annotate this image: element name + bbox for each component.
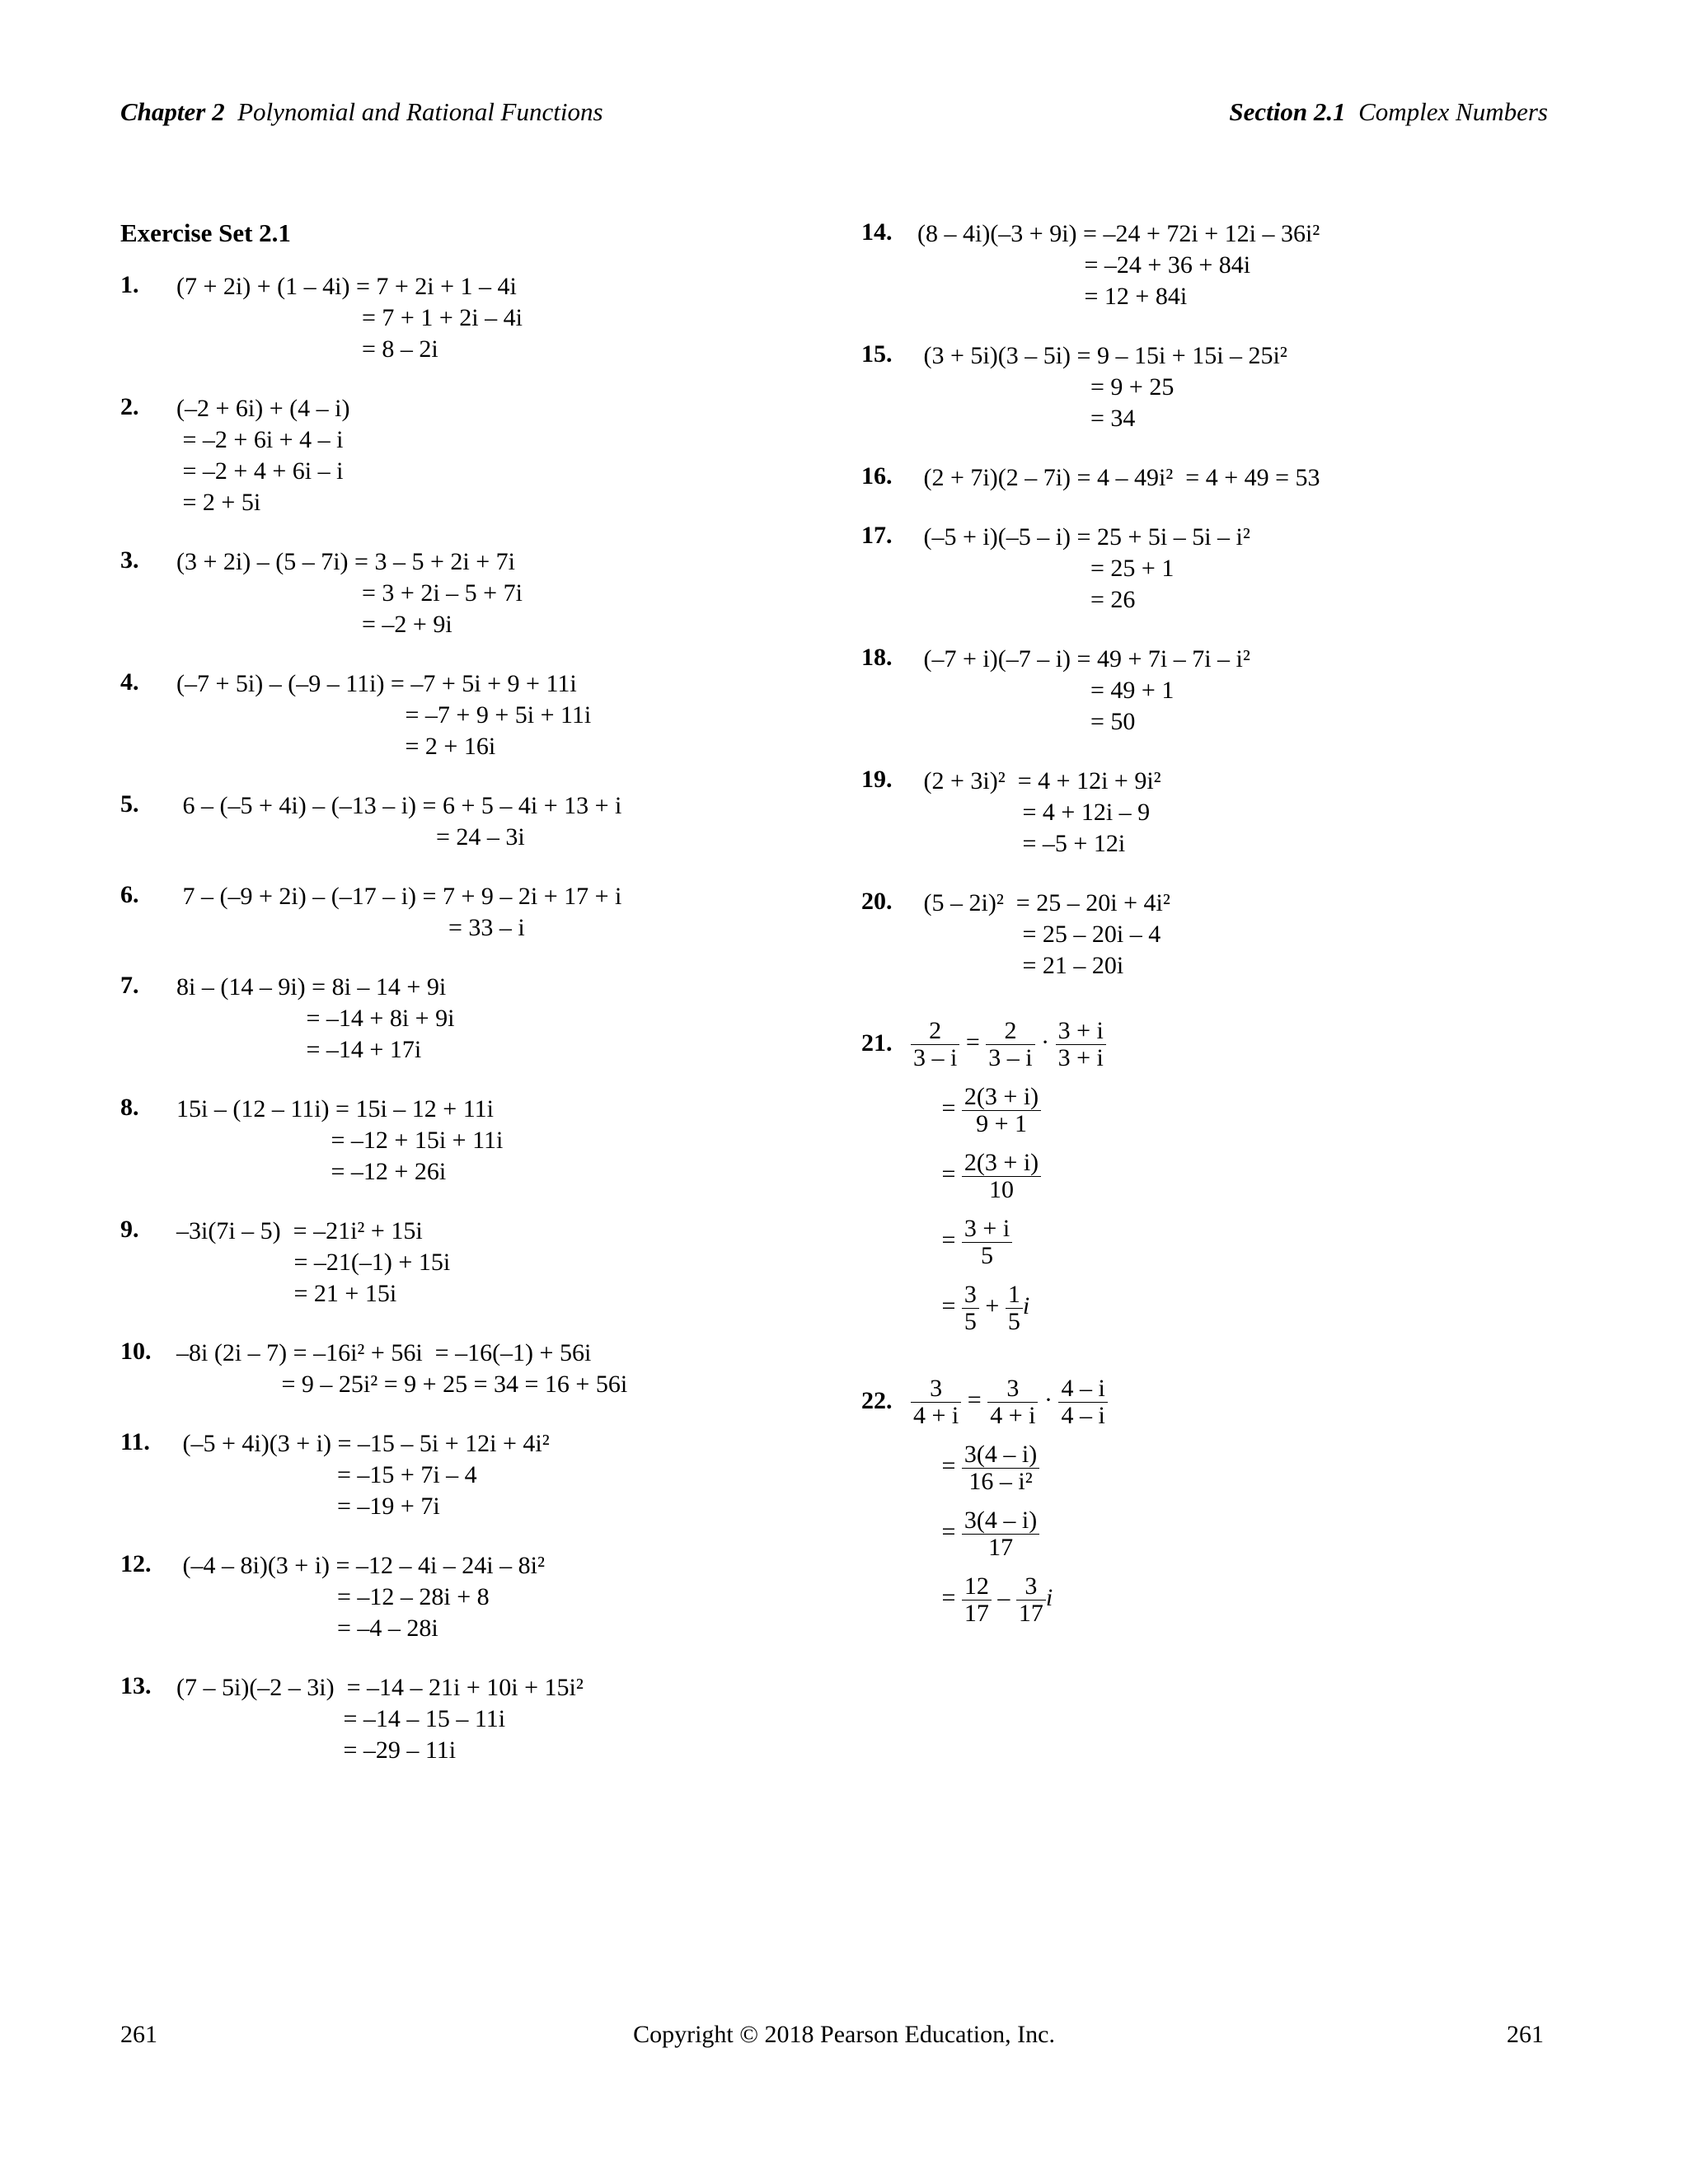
equation-line: = 9 + 25: [917, 373, 1175, 401]
denominator: 3 – i: [988, 1043, 1033, 1071]
exercise-7: [120, 972, 846, 1066]
equation-line: = 2 + 5i: [176, 489, 261, 516]
right-column: [861, 218, 1570, 1659]
equation-line: = 26: [917, 586, 1136, 613]
equation-line: = –24 + 36 + 84i: [917, 251, 1251, 279]
ex21-line-3: = $\frac{2(3 + i)}{10}$: [911, 1141, 1570, 1207]
numerator: 3: [1016, 1573, 1046, 1601]
denominator: 10: [989, 1175, 1015, 1203]
exercise-20: [861, 888, 1570, 982]
equation-line: (7 – 5i)(–2 – 3i) = –14 – 21i + 10i + 15i²: [176, 1674, 584, 1701]
chapter-title: Polynomial and Rational Functions: [237, 97, 603, 126]
numerator: 4 – i: [1058, 1376, 1107, 1403]
exercise-18: [861, 644, 1570, 738]
equation-line: 8i – (14 – 9i) = 8i – 14 + 9i: [176, 973, 447, 1001]
equation-line: = 49 + 1: [917, 677, 1175, 704]
exercise-10: [120, 1338, 846, 1400]
section-label: Section 2.1: [1229, 97, 1346, 126]
denominator: 5: [981, 1241, 994, 1269]
exercise-number: 7.: [120, 972, 139, 999]
equation-line: = 9 – 25i² = 9 + 25 = 34 = 16 + 56i: [176, 1371, 628, 1398]
fraction: [987, 1376, 1038, 1429]
exercise-number: 11.: [120, 1428, 150, 1455]
exercise-number: 14.: [861, 218, 893, 246]
fraction: [986, 1018, 1034, 1071]
equation-line: = 34: [917, 405, 1136, 432]
numerator: 3: [911, 1376, 961, 1403]
exercise-number: 8.: [120, 1094, 139, 1121]
equation-line: = –5 + 12i: [917, 830, 1126, 857]
denominator: 5: [964, 1307, 977, 1335]
equation-line: 6 – (–5 + 4i) – (–13 – i) = 6 + 5 – 4i + 13 + i: [176, 792, 622, 819]
equation-line: (–7 + i)(–7 – i) = 49 + 7i – 7i – i²: [917, 645, 1250, 673]
exercise-number: 15.: [861, 340, 893, 368]
equation-line: (–7 + 5i) – (–9 – 11i) = –7 + 5i + 9 + 11i: [176, 670, 577, 697]
equation-line: = 7 + 1 + 2i – 4i: [176, 304, 523, 331]
section-title: Complex Numbers: [1358, 97, 1548, 126]
exercise-number: 16.: [861, 462, 893, 490]
fraction: [1058, 1376, 1107, 1429]
equation-line: (–4 – 8i)(3 + i) = –12 – 4i – 24i – 8i²: [176, 1552, 545, 1579]
equation-line: = 8 – 2i: [176, 335, 438, 363]
equation-line: = –4 – 28i: [176, 1615, 438, 1642]
ex22-line-4: = $\frac{12}{17}$ – $\frac{3}{17}$ i: [911, 1572, 1053, 1627]
exercise-17: [861, 522, 1570, 616]
fraction: [911, 1376, 961, 1429]
denominator: 17: [964, 1599, 989, 1627]
exercise-number: 22.: [861, 1387, 893, 1414]
equation-line: (2 + 7i)(2 – 7i) = 4 – 49i² = 4 + 49 = 53: [917, 464, 1320, 491]
equation-line: = 12 + 84i: [917, 283, 1188, 310]
exercise-11: [120, 1428, 846, 1522]
equation-line: (–5 + i)(–5 – i) = 25 + 5i – 5i – i²: [917, 523, 1250, 551]
equation-line: (8 – 4i)(–3 + 9i) = –24 + 72i + 12i – 36i²: [917, 220, 1320, 247]
exercise-number: 2.: [120, 393, 139, 420]
equation-line: = –14 + 17i: [176, 1036, 422, 1063]
exercise-21: [861, 1010, 1570, 1339]
numerator: 12: [962, 1573, 992, 1601]
exercise-number: 5.: [120, 790, 139, 818]
ex22-line-2: = $\frac{3(4 - i)}{\text{16 – i²}}$: [911, 1433, 1570, 1499]
fraction: [962, 1282, 979, 1335]
exercise-3: [120, 546, 846, 640]
equation-line: = 2 + 16i: [176, 733, 496, 760]
equation-line: = –2 + 6i + 4 – i: [176, 426, 344, 453]
equation-line: = –12 + 26i: [176, 1158, 447, 1185]
numerator: 3(4 – i): [962, 1507, 1039, 1535]
exercise-6: [120, 881, 846, 944]
exercise-8: [120, 1094, 846, 1188]
equation-line: = 24 – 3i: [176, 823, 525, 851]
fraction: [1056, 1018, 1106, 1071]
equation-line: = –29 – 11i: [176, 1736, 457, 1764]
exercise-number: 4.: [120, 668, 139, 696]
numerator: 3: [962, 1282, 979, 1309]
equation-line: = 3 + 2i – 5 + 7i: [176, 579, 523, 607]
fraction: [962, 1507, 1039, 1561]
exercise-number: 18.: [861, 644, 893, 671]
exercise-9: [120, 1216, 846, 1310]
chapter-header: [120, 97, 603, 127]
exercise-number: 17.: [861, 522, 893, 549]
exercise-22: [861, 1367, 1570, 1631]
exercise-15: [861, 340, 1570, 434]
numerator: 2(3 + i): [962, 1150, 1041, 1177]
equation-line: = 21 + 15i: [176, 1280, 397, 1307]
exercise-14: [861, 218, 1570, 312]
fraction: [962, 1084, 1041, 1137]
fraction: [911, 1018, 959, 1071]
equation-line: = –15 + 7i – 4: [176, 1461, 477, 1488]
exercise-4: [120, 668, 846, 762]
equation-line: = 33 – i: [176, 914, 525, 941]
numerator: 2(3 + i): [962, 1084, 1041, 1111]
equation-line: (5 – 2i)² = 25 – 20i + 4i²: [917, 889, 1170, 916]
fraction: [962, 1150, 1041, 1203]
exercise-19: [861, 766, 1570, 860]
equation-line: –3i(7i – 5) = –21i² + 15i: [176, 1217, 423, 1244]
page-number-left: 261: [120, 2021, 157, 2048]
equation-line: (–2 + 6i) + (4 – i): [176, 395, 350, 422]
fraction: [962, 1441, 1039, 1495]
denominator: 3 + i: [1057, 1043, 1104, 1071]
exercise-16: [861, 462, 1570, 494]
exercise-5: [120, 790, 846, 853]
chapter-label: Chapter 2: [120, 97, 225, 126]
left-column: [120, 218, 846, 1794]
equation-line: = –2 + 9i: [176, 611, 452, 638]
denominator: 3 – i: [913, 1043, 958, 1071]
equation-line: = –12 + 15i + 11i: [176, 1127, 504, 1154]
exercise-number: 10.: [120, 1338, 152, 1365]
equation-line: (2 + 3i)² = 4 + 12i + 9i²: [917, 767, 1161, 794]
fraction: [962, 1216, 1012, 1269]
equation-line: (3 + 5i)(3 – 5i) = 9 – 15i + 15i – 25i²: [917, 342, 1287, 369]
left-exercise-list: [120, 271, 846, 1766]
denominator: 5: [1007, 1307, 1020, 1335]
numerator: 3 + i: [1056, 1018, 1106, 1045]
ex22-line-1: $\frac{3}{4 + i}$ = $\frac{3}{4 + i}$ · $\frac{4 - i}{4 - i}$: [911, 1367, 1570, 1433]
fraction: [1016, 1573, 1046, 1627]
equation-line: = –21(–1) + 15i: [176, 1249, 451, 1276]
denominator: 17: [1018, 1599, 1043, 1627]
exercise-number: 19.: [861, 766, 893, 793]
exercise-number: 1.: [120, 271, 139, 298]
page-number-right: 261: [1507, 2021, 1544, 2048]
equation-line: 15i – (12 – 11i) = 15i – 12 + 11i: [176, 1095, 494, 1122]
equation-line: = 25 + 1: [917, 555, 1175, 582]
denominator: 4 + i: [990, 1401, 1036, 1429]
right-exercise-list: [861, 218, 1570, 982]
equation-line: = 50: [917, 708, 1136, 735]
equation-line: = –12 – 28i + 8: [176, 1583, 490, 1610]
denominator: 16 – i²: [968, 1467, 1033, 1495]
equation-line: (7 + 2i) + (1 – 4i) = 7 + 2i + 1 – 4i: [176, 273, 517, 300]
exercise-number: 3.: [120, 546, 139, 574]
denominator: 9 + 1: [976, 1109, 1027, 1137]
numerator: 3(4 – i): [962, 1441, 1039, 1469]
equation-line: 7 – (–9 + 2i) – (–17 – i) = 7 + 9 – 2i + 17 + i: [176, 883, 622, 910]
equation-line: (3 + 2i) – (5 – 7i) = 3 – 5 + 2i + 7i: [176, 548, 515, 575]
exercise-13: [120, 1672, 846, 1766]
denominator: 4 – i: [1061, 1401, 1105, 1429]
exercise-set-title: Exercise Set 2.1: [120, 218, 291, 247]
copyright-notice: Copyright © 2018 Pearson Education, Inc.: [633, 2021, 1055, 2048]
ex21-line-4: = $\frac{3 + i}{5}$: [911, 1207, 1570, 1273]
equation-line: = –19 + 7i: [176, 1493, 440, 1520]
exercise-number: 20.: [861, 888, 893, 915]
fraction: [1006, 1282, 1023, 1335]
exercise-2: [120, 393, 846, 518]
numerator: 2: [986, 1018, 1034, 1045]
denominator: 17: [988, 1533, 1014, 1561]
equation-line: –8i (2i – 7) = –16i² + 56i = –16(–1) + 56i: [176, 1339, 592, 1366]
ex21-line-5: = $\frac{3}{5}$ + $\frac{1}{5}$ i: [911, 1280, 1030, 1335]
equation-line: = 21 – 20i: [917, 952, 1124, 979]
numerator: 3: [987, 1376, 1038, 1403]
exercise-number: 12.: [120, 1550, 152, 1577]
exercise-1: [120, 271, 846, 365]
equation-line: = –7 + 9 + 5i + 11i: [176, 701, 592, 729]
exercise-number: 13.: [120, 1672, 152, 1699]
numerator: 3 + i: [962, 1216, 1012, 1243]
equation-line: = 4 + 12i – 9: [917, 799, 1151, 826]
section-header: [1229, 97, 1548, 127]
ex22-line-3: = $\frac{3(4 - i)}{17}$: [911, 1499, 1570, 1565]
numerator: 1: [1006, 1282, 1023, 1309]
equation-line: = –2 + 4 + 6i – i: [176, 457, 344, 485]
exercise-12: [120, 1550, 846, 1644]
exercise-number: 9.: [120, 1216, 139, 1243]
ex21-line-2: = $\frac{2(3 + i)}{9 + 1}$: [911, 1076, 1570, 1141]
equation-line: = 25 – 20i – 4: [917, 921, 1161, 948]
equation-line: (–5 + 4i)(3 + i) = –15 – 5i + 12i + 4i²: [176, 1430, 550, 1457]
ex21-line-1: $\frac{2}{3 - i}$ = $\frac{2}{3 - i}$ · $\frac{3 + i}{3 + i}$: [911, 1010, 1570, 1076]
exercise-number: 21.: [861, 1029, 893, 1057]
equation-line: = –14 – 15 – 11i: [176, 1705, 506, 1732]
equation-line: = –14 + 8i + 9i: [176, 1005, 455, 1032]
denominator: 4 + i: [913, 1401, 959, 1429]
fraction: [962, 1573, 992, 1627]
exercise-number: 6.: [120, 881, 139, 908]
numerator: 2: [911, 1018, 959, 1045]
